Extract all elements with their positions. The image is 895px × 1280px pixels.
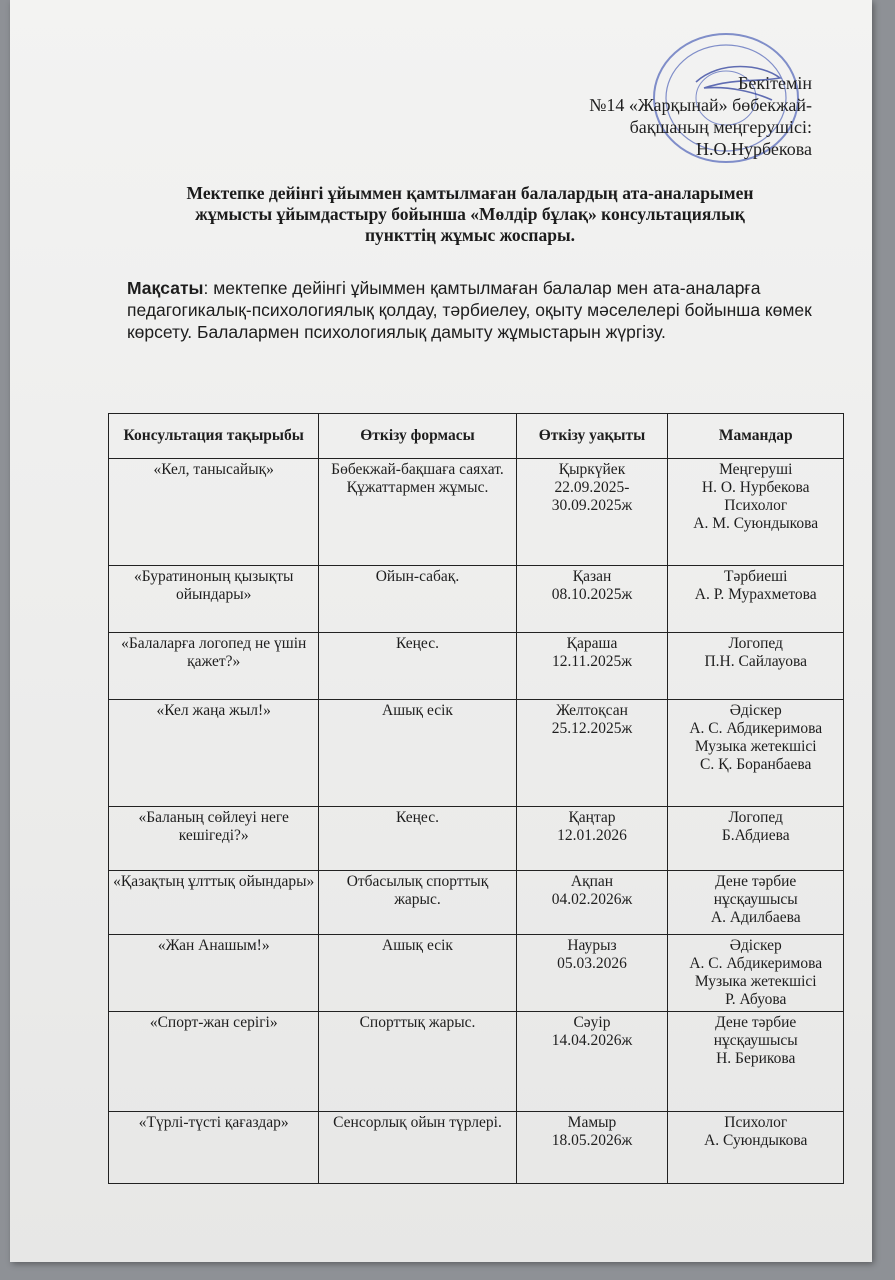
table-row xyxy=(109,1112,844,1184)
header-topic: Консультация тақырыбы xyxy=(109,414,319,459)
table-row xyxy=(109,633,844,700)
title-line-3: пункттің жұмыс жоспары. xyxy=(364,225,576,245)
table-header-row xyxy=(109,414,844,459)
table-row xyxy=(109,871,844,935)
specialist-line: П.Н. Сайлауова xyxy=(704,653,807,670)
specialist-line: А. М. Суюндыкова xyxy=(693,515,819,532)
header-form: Өткізу формасы xyxy=(319,414,516,459)
header-time: Өткізу уақыты xyxy=(516,414,668,459)
goal-label: Мақсаты xyxy=(127,278,204,298)
table-body xyxy=(109,459,844,1184)
cell-topic: «Кел жаңа жыл!» xyxy=(109,700,319,807)
cell-form: Ашық есік xyxy=(319,700,516,807)
specialist-line: Логопед xyxy=(728,809,783,826)
approval-line-1: Бекітемін xyxy=(738,73,812,93)
time-line: 18.05.2026ж xyxy=(551,1132,633,1149)
cell-form: Отбасылық спорттық жарыс. xyxy=(319,871,516,935)
cell-form: Сенсорлық ойын түрлері. xyxy=(319,1112,516,1184)
specialist-line: Б.Абдиева xyxy=(721,827,790,844)
specialist-line: Әдіскер xyxy=(729,937,782,954)
specialist-line: А. Суюндыкова xyxy=(704,1132,808,1149)
cell-topic: «Қазақтың ұлттық ойындары» xyxy=(109,871,319,935)
cell-time xyxy=(516,633,668,700)
specialist-line: Н. Берикова xyxy=(716,1050,796,1067)
specialist-line: Дене тәрбие xyxy=(715,1014,797,1031)
table-row xyxy=(109,700,844,807)
specialist-line: Музыка жетекшісі xyxy=(694,973,817,990)
cell-time xyxy=(516,459,668,566)
title-line-1: Мектепке дейінгі ұйыммен қамтылмаған балалардың ата-аналарымен xyxy=(186,183,754,203)
specialist-line: А. С. Абдикеримова xyxy=(689,720,823,737)
time-line: 30.09.2025ж xyxy=(551,497,633,514)
cell-time xyxy=(516,807,668,871)
table-row xyxy=(109,566,844,633)
table-row xyxy=(109,935,844,1012)
cell-specialists xyxy=(668,633,844,700)
cell-form: Кеңес. xyxy=(319,807,516,871)
cell-topic: «Кел, танысайық» xyxy=(109,459,319,566)
specialist-line: Р. Абуова xyxy=(725,991,787,1008)
cell-specialists xyxy=(668,459,844,566)
cell-specialists xyxy=(668,871,844,935)
specialist-line: нұсқаушысы xyxy=(713,891,798,908)
header-specialists: Мамандар xyxy=(668,414,844,459)
time-line: Қаңтар xyxy=(568,809,616,826)
table-row xyxy=(109,1012,844,1112)
table-row xyxy=(109,459,844,566)
specialist-line: Әдіскер xyxy=(729,702,782,719)
cell-time xyxy=(516,1012,668,1112)
title-line-2: жұмысты ұйымдастыру бойынша «Мөлдір бұлақ» консультациялық xyxy=(195,204,745,224)
time-line: Қыркүйек xyxy=(558,461,626,478)
specialist-line: Психолог xyxy=(724,1114,788,1131)
cell-form: Бөбекжай-бақшаға саяхат. Құжаттармен жұмыс. xyxy=(319,459,516,566)
time-line: 14.04.2026ж xyxy=(551,1032,633,1049)
time-line: 04.02.2026ж xyxy=(551,891,633,908)
cell-time xyxy=(516,700,668,807)
goal-text: : мектепке дейінгі ұйыммен қамтылмаған балалар мен ата-аналарға педагогикалық-психологиялық қолдау, тәрбиелеу, оқыту мәселелері бойынша көмек көрсету. Балалармен психологиялық дамыту жұмыстарын жүргізу. xyxy=(127,278,812,342)
time-line: 25.12.2025ж xyxy=(551,720,633,737)
approval-line-2: №14 «Жарқынай» бөбекжай- xyxy=(589,95,812,115)
time-line: Мамыр xyxy=(567,1114,617,1131)
cell-specialists xyxy=(668,1112,844,1184)
cell-topic: «Спорт-жан серігі» xyxy=(109,1012,319,1112)
time-line: Сәуір xyxy=(573,1014,611,1031)
time-line: 12.01.2026 xyxy=(557,827,627,844)
plan-table xyxy=(108,413,844,1184)
goal-paragraph xyxy=(127,277,827,343)
approval-block xyxy=(589,72,812,160)
cell-topic: «Баланың сөйлеуі неге кешігеді?» xyxy=(109,807,319,871)
specialist-line: А. С. Абдикеримова xyxy=(689,955,823,972)
document-title xyxy=(110,183,830,246)
specialist-line: Музыка жетекшісі xyxy=(694,738,817,755)
time-line: 08.10.2025ж xyxy=(551,586,633,603)
cell-form: Ашық есік xyxy=(319,935,516,1012)
specialist-line: Психолог xyxy=(724,497,788,514)
cell-time xyxy=(516,1112,668,1184)
approval-line-3: бақшаның меңгерушісі: xyxy=(629,117,812,137)
specialist-line: нұсқаушысы xyxy=(713,1032,798,1049)
cell-specialists xyxy=(668,807,844,871)
time-line: 22.09.2025- xyxy=(554,479,630,496)
specialist-line: А. Р. Мурахметова xyxy=(694,586,817,603)
time-line: 12.11.2025ж xyxy=(552,653,632,670)
cell-specialists xyxy=(668,1012,844,1112)
specialist-line: Меңгеруші xyxy=(719,461,793,478)
cell-specialists xyxy=(668,935,844,1012)
specialist-line: Н. О. Нурбекова xyxy=(701,479,810,496)
approval-line-4: Н.О.Нурбекова xyxy=(696,139,812,159)
cell-time xyxy=(516,935,668,1012)
specialist-line: А. Адилбаева xyxy=(710,909,801,926)
time-line: Қазан xyxy=(572,568,612,585)
cell-form: Ойын-сабақ. xyxy=(319,566,516,633)
specialist-line: Дене тәрбие xyxy=(715,873,797,890)
cell-specialists xyxy=(668,700,844,807)
document-page xyxy=(10,0,872,1262)
time-line: Ақпан xyxy=(570,873,614,890)
cell-time xyxy=(516,871,668,935)
specialist-line: С. Қ. Боранбаева xyxy=(700,756,812,773)
cell-specialists xyxy=(668,566,844,633)
table-row xyxy=(109,807,844,871)
time-line: Желтоқсан xyxy=(556,702,628,719)
cell-form: Спорттық жарыс. xyxy=(319,1012,516,1112)
cell-topic: «Буратиноның қызықты ойындары» xyxy=(109,566,319,633)
cell-form: Кеңес. xyxy=(319,633,516,700)
cell-topic: «Балаларға логопед не үшін қажет?» xyxy=(109,633,319,700)
cell-topic: «Жан Анашым!» xyxy=(109,935,319,1012)
cell-time xyxy=(516,566,668,633)
specialist-line: Тәрбиеші xyxy=(724,568,788,585)
time-line: Қараша xyxy=(566,635,618,652)
time-line: Наурыз xyxy=(567,937,617,954)
specialist-line: Логопед xyxy=(728,635,783,652)
cell-topic: «Түрлі-түсті қағаздар» xyxy=(109,1112,319,1184)
time-line: 05.03.2026 xyxy=(557,955,627,972)
